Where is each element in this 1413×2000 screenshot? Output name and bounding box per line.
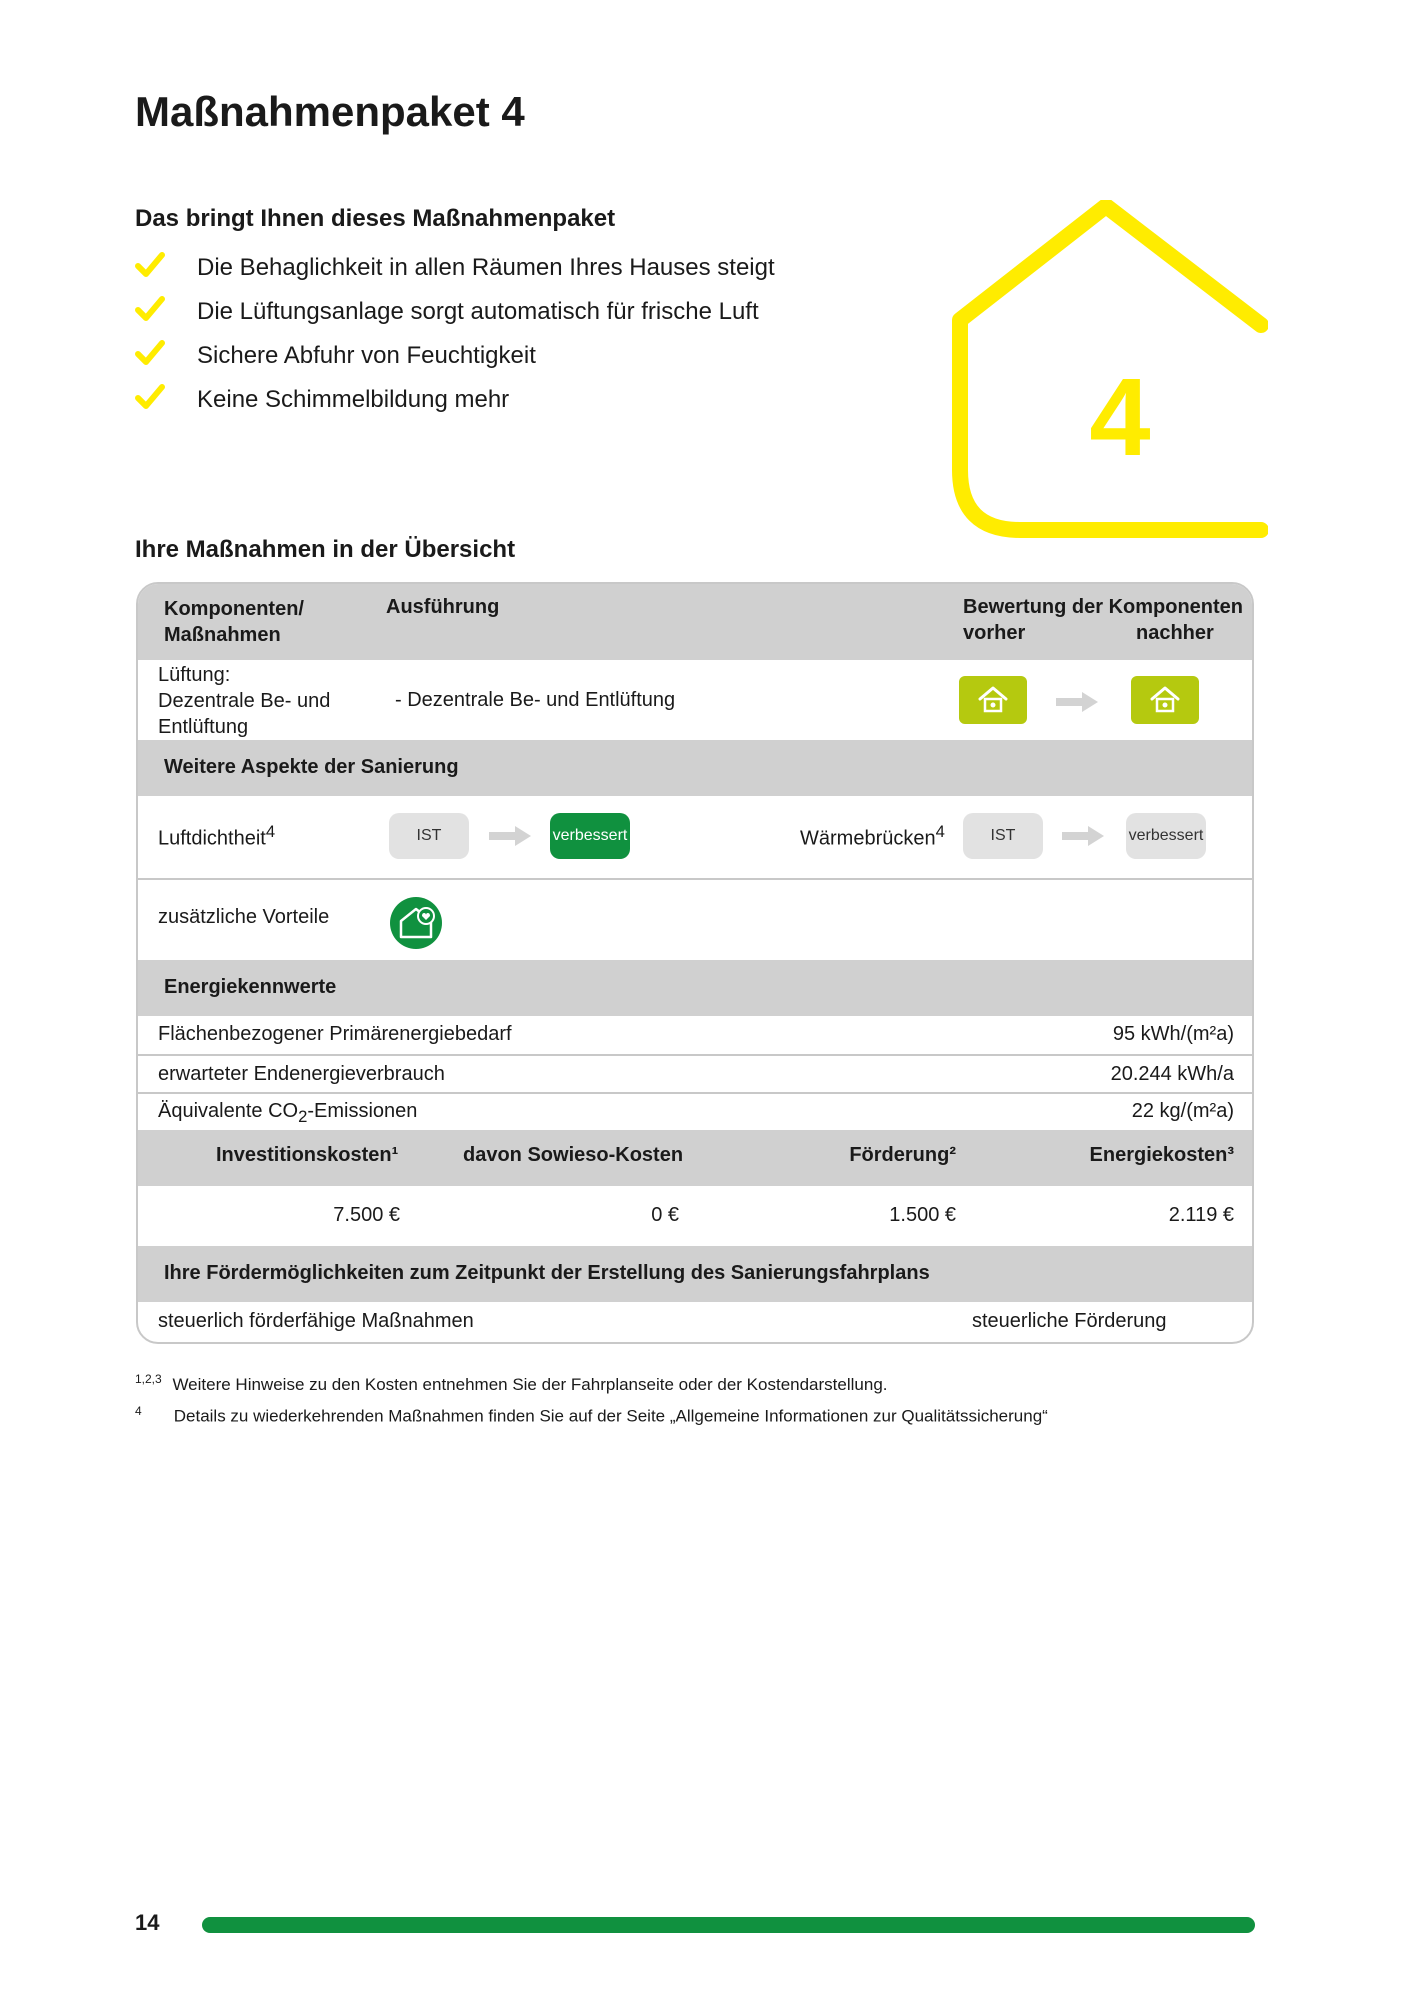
energy-value: 95 kWh/(m²a) [1112, 1023, 1234, 1045]
energy-heading: Energiekennwerte [164, 976, 337, 998]
check-icon [135, 295, 197, 330]
benefit-item [135, 334, 775, 378]
ventilation-label-line3: Entlüftung [158, 716, 249, 738]
co2-label-pre: Äquivalente CO [158, 1100, 299, 1122]
energy-value: 22 kg/(m²a) [1131, 1100, 1234, 1122]
funding-label: steuerlich förderfähige Maßnahmen [158, 1310, 474, 1332]
airtightness-sup: 4 [265, 822, 276, 841]
header-components-line1: Komponenten/ [164, 598, 304, 620]
further-aspects-row [138, 740, 1252, 796]
co2-label-sub: 2 [298, 1107, 308, 1126]
measures-table [136, 582, 1254, 1344]
footnote-mark: 4 [135, 1404, 142, 1418]
check-icon [135, 383, 197, 418]
further-aspects-heading: Weitere Aspekte der Sanierung [164, 756, 459, 778]
costs-energy-value: 2.119 € [1168, 1204, 1234, 1226]
overview-heading: Ihre Maßnahmen in der Übersicht [135, 536, 516, 563]
table-row [138, 796, 1252, 878]
benefit-item [135, 246, 775, 290]
page-title: Maßnahmenpaket 4 [135, 88, 525, 135]
arrow-right-icon [1056, 692, 1098, 712]
thermal-bridges-sup: 4 [935, 822, 945, 841]
table-row [138, 878, 1252, 962]
header-rating: Bewertung der Komponenten [963, 596, 1244, 618]
ventilation-execution: - Dezentrale Be- und Entlüftung [395, 689, 676, 711]
funding-heading: Ihre Fördermöglichkeiten zum Zeitpunkt der Erstellung des Sanierungsfahrplans [164, 1262, 930, 1284]
header-before: vorher [963, 622, 1026, 644]
thermal-bridges-label [800, 822, 945, 851]
arrow-right-icon [489, 826, 531, 846]
thermal-bridges-ist-badge: IST [963, 813, 1043, 859]
footer-bar [202, 1917, 1255, 1933]
benefit-text: Keine Schimmelbildung mehr [197, 386, 510, 413]
airtightness-ist-badge: IST [389, 813, 469, 859]
costs-energy-header: Energiekosten³ [1089, 1144, 1234, 1166]
benefit-item [135, 378, 775, 422]
footnote-text: Weitere Hinweise zu den Kosten entnehmen Sie der Fahrplanseite oder der Kostendarstellung. [172, 1374, 888, 1394]
footnote [135, 1372, 888, 1395]
house-badge-icon [959, 676, 1027, 724]
benefits-heading: Das bringt Ihnen dieses Maßnahmenpaket [135, 205, 616, 232]
header-components-line2: Maßnahmen [164, 624, 281, 646]
footnote-text: Details zu wiederkehrenden Maßnahmen finden Sie auf der Seite „Allgemeine Informationen zur Qualitätssicherung“ [173, 1406, 1048, 1426]
table-row [138, 1054, 1252, 1094]
airtightness-improved-badge: verbessert [550, 813, 630, 859]
costs-anyway-value: 0 € [651, 1204, 679, 1226]
costs-anyway-header: davon Sowieso-Kosten [463, 1144, 684, 1166]
energy-row [138, 960, 1252, 1016]
header-after: nachher [1136, 622, 1214, 644]
benefit-text: Sichere Abfuhr von Feuchtigkeit [197, 342, 536, 369]
footnote [135, 1404, 1048, 1427]
benefit-item [135, 290, 775, 334]
benefit-text: Die Behaglichkeit in allen Räumen Ihres Hauses steigt [197, 254, 775, 281]
ventilation-label-line2: Dezentrale Be- und [158, 690, 331, 712]
costs-investment-header: Investitionskosten¹ [216, 1144, 399, 1166]
energy-label: erwarteter Endenergieverbrauch [158, 1063, 445, 1085]
table-header [138, 584, 1252, 660]
co2-label-post: -Emissionen [307, 1100, 418, 1122]
check-icon [135, 339, 197, 374]
header-components [164, 596, 304, 648]
table-row [138, 660, 1252, 740]
table-row [138, 1302, 1252, 1344]
funding-row [138, 1246, 1252, 1302]
benefit-text: Die Lüftungsanlage sorgt automatisch für frische Luft [197, 298, 759, 325]
package-number: 4 [1089, 356, 1151, 479]
costs-funding-header: Förderung² [849, 1144, 956, 1166]
airtightness-text: Luftdichtheit [158, 827, 266, 850]
table-row [138, 1016, 1252, 1054]
costs-investment-value: 7.500 € [333, 1204, 400, 1226]
funding-value: steuerliche Förderung [972, 1310, 1167, 1332]
energy-label [158, 1100, 417, 1127]
footnote-mark: 1,2,3 [135, 1372, 162, 1386]
costs-funding-value: 1.500 € [889, 1204, 956, 1226]
thermal-bridges-text: Wärmebrücken [800, 827, 936, 850]
airtightness-label [158, 822, 275, 851]
header-execution: Ausführung [386, 596, 500, 618]
arrow-right-icon [1062, 826, 1104, 846]
house-badge-icon [1131, 676, 1199, 724]
ventilation-label-line1: Lüftung: [158, 664, 231, 686]
energy-value: 20.244 kWh/a [1110, 1063, 1234, 1085]
check-icon [135, 251, 197, 286]
ventilation-label [158, 662, 330, 740]
benefits-list [135, 246, 775, 422]
table-row [138, 1092, 1252, 1132]
costs-header [138, 1130, 1252, 1186]
thermal-bridges-improved-badge: verbessert [1126, 813, 1206, 859]
house-outline-icon [948, 200, 1268, 550]
house-heart-icon [389, 896, 443, 950]
energy-label: Flächenbezogener Primärenergiebedarf [158, 1023, 512, 1045]
page-number: 14 [135, 1910, 160, 1935]
costs-values-row [138, 1186, 1252, 1246]
additional-benefits-label: zusätzliche Vorteile [158, 906, 330, 928]
